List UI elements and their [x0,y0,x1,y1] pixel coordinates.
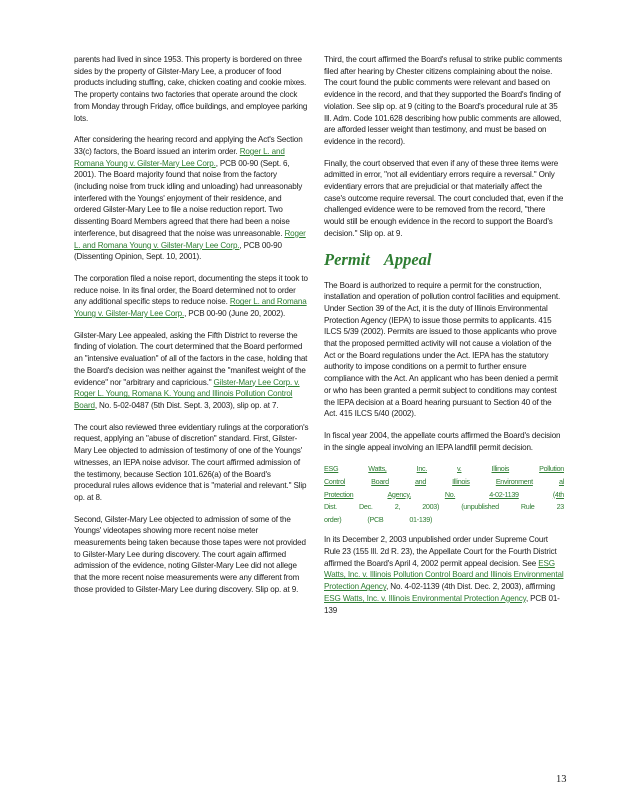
paragraph-text: , No. 5-02-0487 (5th Dist. Sept. 3, 2003), slip op. at 7. [94,400,279,410]
right-column-bottom [324,534,564,616]
citation-word: Dec. [359,502,373,512]
case-citation-block [324,463,564,526]
citation-word: 4-02-1139 [489,489,519,499]
paragraph [74,330,309,412]
right-column-top [324,54,564,240]
left-column [74,54,309,606]
citation-word: Protection [324,489,354,499]
citation-word: order) [324,514,342,524]
case-citation: ESG Watts, Inc. v. Illinois Pollution Control Board and Illinois Environmental Protection Agency [324,558,564,592]
paragraph-text: , PCB 01-139 [324,593,560,615]
paragraph [74,134,309,263]
citation-word: (unpublished [461,502,499,512]
citation-word: 01-139) [409,514,433,524]
citation-word: v. [457,464,462,474]
citation-word: and [414,476,427,486]
paragraph-text: The corporation filed a noise report, documenting the steps it took to reduce noise. In its final order, the Board determined not to order any additional specific steps to reduce noise. [74,273,308,307]
citation-word: (4th [552,489,564,499]
citation-word: 2003) [422,502,440,512]
citation-line [324,514,564,527]
citation-word: Illinois [491,464,510,474]
citation-word: Board [371,476,389,486]
paragraph: The Board is authorized to require a permit for the construction, installation and operation of pollution control facilities and equipment. Under Section 39 of the Act, it is the duty of Illinois Environmental Protection Agency (IEPA) to issue those permits to applicants. 415 ILCS 5/39 (2002). Permits are issued to those applicants who prove that the proposed permitted activity will not cause a violation of the Act or the Board regulations under the Act. IEPA has the statutory authority to impose conditions on a permit to further ensure compliance with the Act. An applicant who has been denied a permit or who has been granted a permit subject to conditions may contest the IEPA decision at a Board hearing pursuant to Section 40 of the Act. 415 ILCS 5/40 (2002). [324,280,561,419]
paragraph-text: In its December 2, 2003 unpublished order under Supreme Court Rule 23 (155 Ill. 2d R. 23), the Appellate Court for the Fourth District affirmed the Board's April 4, 2002 permit appeal decision. See [324,535,557,568]
paragraph [324,534,564,616]
paragraph-text: Gilster-Mary Lee appealed, asking the Fifth District to reverse the finding of violation. The court determined that the Board performed an "intensive evaluation" of all of the factors in the case, holding that the Board's decision was neither against the "manifest weight of the evidence" nor "arbitrary and capricious." [74,330,308,387]
paragraph-text: , PCB 00-90 (June 20, 2002). [184,309,286,319]
case-citation: ESG Watts, Inc. v. Illinois Environmental Protection Agency [324,593,526,603]
section-heading-permit-appeal [324,250,564,270]
citation-word: Watts, [368,464,387,474]
citation-word: Control [324,476,346,486]
citation-word: ESG [324,464,339,474]
case-citation: Roger L. and Romana Young v. Gilster-Mary Lee Corp. [74,146,285,168]
citation-line [324,463,564,476]
citation-line [324,476,564,489]
paragraph: parents had lived in since 1953. This property is bordered on three sides by the property of Gilster-Mary Lee, a producer of food products including stuffing, cake, chicken coating and cookie mixes. The property contains two factories that operate around the clock from Monday through Friday, office buildings, and employee parking lots. [74,55,308,123]
citation-word: 2, [394,502,401,512]
citation-word: Pollution [539,464,564,474]
paragraph-text: After considering the hearing record and applying the Act's Section 33(c) factors, the Board issued an interim order. [74,135,303,156]
citation-line [324,489,564,502]
citation-word: 23 [556,502,564,512]
case-citation: Gilster-Mary Lee Corp. v. Roger L. Young, Romana K. Young and Illinois Pollution Control Board [74,377,300,410]
right-column [324,54,564,626]
paragraph: In fiscal year 2004, the appellate courts affirmed the Board's decision in the single appeal involving an IEPA landfill permit decision. [324,430,561,452]
page-number: 13 [556,774,567,785]
citation-word: No. [444,489,456,499]
citation-word: Dist. [324,502,337,512]
paragraph-text: , PCB 00-90 (Sept. 6, 2001). The Board majority found that noise from the factory (including noise from truck idling and unloading) had unreasonably interfered with the Youngs' enjoyment of their residence, and ordered Gilster-Mary Lee to file a noise reduction report. Two dissenting Board Members agreed that there had been a noise interference, but disagreed that the noise was unreasonable. [74,158,303,238]
citation-word: Environment [495,476,533,486]
citation-word: Illinois [452,476,470,486]
paragraph: Finally, the court observed that even if any of these three items were admitted in error, "not all evidentiary errors require a reversal." Only evidentiary errors that are prejudicial or that materially affect the case's outcome require reversal. The court concluded that, even if the challenged evidence were to be removed from the record, "there would still be enough evidence in the record to support the Board's decision." Slip op. at 9. [324,158,564,238]
citation-word: al [558,476,564,486]
paragraph: The court also reviewed three evidentiary rulings at the corporation's request, applying an "abuse of discretion" standard. First, Gilster-Mary Lee objected to admission of testimony of one of the Youngs' witnesses, an IEPA noise advisor. The court affirmed admission of the testimony, because Section 101.626(a) of the Board's procedural rules allows evidence that is "material and relevant." Slip op. at 8. [74,422,309,502]
paragraph: Third, the court affirmed the Board's refusal to strike public comments filed after hearing by Chester citizens complaining about the noise. The court found the public comments were relevant and based on evidence in the record, and that they supported the Board's finding of violation. See slip op. at 9 (citing to the Board's procedural rule at 35 Ill. Adm. Code 101.628 describing how public comments are allowed, are afforded lesser weight than testimony, and must be based on evidence in the record). [324,55,563,146]
citation-word: Rule [520,502,535,512]
case-citation: Roger L. and Romana Young v. Gilster-Mary Lee Corp. [74,297,307,319]
right-column-mid [324,280,564,454]
heading-word-2: Appeal [383,249,432,269]
citation-word: Agency, [387,489,411,499]
citation-word: (PCB [367,514,384,524]
paragraph: Second, Gilster-Mary Lee objected to admission of some of the Youngs' videotapes showing more recent noise meter measurements being taken because those tapes were not provided to Gilster-Mary Lee during discovery. The court again affirmed admission of the evidence, noting Gilster-Mary Lee did not allege that the more recent noise measurements were any different from those provided to Gilster-Mary Lee during discovery. Slip op. at 9. [74,514,306,594]
paragraph [74,273,309,320]
paragraph-text: , No. 4-02-1139 (4th Dist. Dec. 2, 2003), affirming [386,582,555,592]
paragraph-text: , PCB 00-90 (Dissenting Opinion, Sept. 10, 2001). [74,240,282,262]
citation-line [324,501,564,514]
heading-word-1: Permit [324,249,370,269]
case-citation: Roger L. and Romana Young v. Gilster-Mary Lee Corp. [74,228,306,250]
citation-word: Inc. [416,464,428,474]
